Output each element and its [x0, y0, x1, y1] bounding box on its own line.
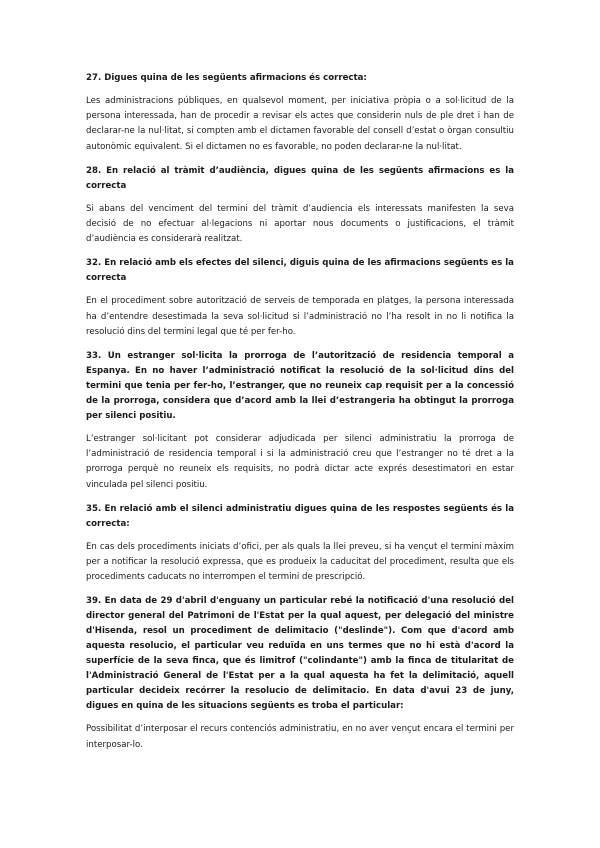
question-text: 28. En relació al tràmit d’audiència, digues quina de les següents afirmacions es la correcta [86, 165, 514, 191]
question-block [86, 349, 514, 493]
answer-text: Les administracions públiques, en qualsevol moment, per iniciativa pròpia o a sol·licitud de la persona interessada, han de procedir a revisar els actes que considerin nuls de ple dret i han de declarar-ne la nul·litat, si compten amb el dictamen favorable del consell d’estat o òrgan consultiu autonòmic equivalent. Si el dictamen no es favorable, no poden declarar-ne la nul·litat. [86, 96, 514, 152]
question-text: 35. En relació amb el silenci administratiu digues quina de les respostes següents és la correcta: [86, 503, 514, 529]
question-text: 33. Un estranger sol·licita la prorroga de l’autorització de residencia temporal a Espanya. En no haver l’administració notificat la resolució de la sol·licitud dins del termini que tenia per fer-ho, l’estranger, que no reuneix cap requisit per a la concessió de la prorroga, considera que d’acord amb la llei d’estrangeria ha obtingut la prorroga per silenci positiu. [86, 351, 514, 422]
answer-text: Possibilitat d’interposar el recurs contenciós administratiu, en no aver vençut encara el termini per interposar-lo. [86, 724, 514, 750]
question-block [86, 71, 514, 155]
answer-text: En el procediment sobre autorització de serveis de temporada en platges, la persona interessada ha d’entendre desestimada la seva sol·licitud si l’administració no l’ha resolt in no li notifica la resolució dins del termini legal que té per fer-ho. [86, 296, 514, 337]
answer-text: Si abans del venciment del termini del tràmit d’audiencia els interessats manifesten la seva decisió de no efectuar al·legacions ni aportar nous documents o justificacions, el tràmit d’audiència es considerarà realitzat. [86, 203, 514, 245]
question-text: 39. En data de 29 d'abril d'enguany un particular rebé la notificació d'una resolució del director general del Patrimoni de l'Estat per la qual aquest, per delegació del ministre d'Hisenda, resol un procediment de delimitacio ("deslinde"). Com que d'acord amb aquesta resolucio, el particular veu reduïda en uns termes que no hi està d'acord la superfície de la seva finca, que és limitrof ("colindante") amb la finca de titularitat de l'Administració General de l'Estat per a la qual aquesta ha fet la delimitació, aquell particular decideix recórrer la resolucio de delimitacio. En data d'avui 23 de juny, digues en quina de les situacions següents es troba el particular: [86, 596, 514, 712]
question-block [86, 502, 514, 586]
question-block [86, 256, 514, 340]
question-text: 27. Digues quina de les següents afirmacions és correcta: [86, 73, 367, 83]
question-block [86, 594, 514, 752]
question-text: 32. En relació amb els efectes del silenci, diguis quina de les afirmacions següents es la correcta [86, 258, 514, 284]
answer-text: En cas dels procediments iniciats d’ofici, per als quals la llei preveu, si ha vençut el termini màxim per a notificar la resolució expressa, que es produeix la caducitat del procediment, resulta que els procediments caducats no interrompen el termini de prescripció. [86, 541, 514, 583]
question-block [86, 164, 514, 248]
answer-text: L’estranger sol·licitant pot considerar adjudicada per silenci administratiu la prorroga de l’administració de residencia temporal i si la administració creu que l’estranger no té dret a la prorroga perquè no reuneix els requisits, no podrà dictar acte exprés desestimatori en estar vinculada pel silenci positiu. [86, 434, 514, 490]
